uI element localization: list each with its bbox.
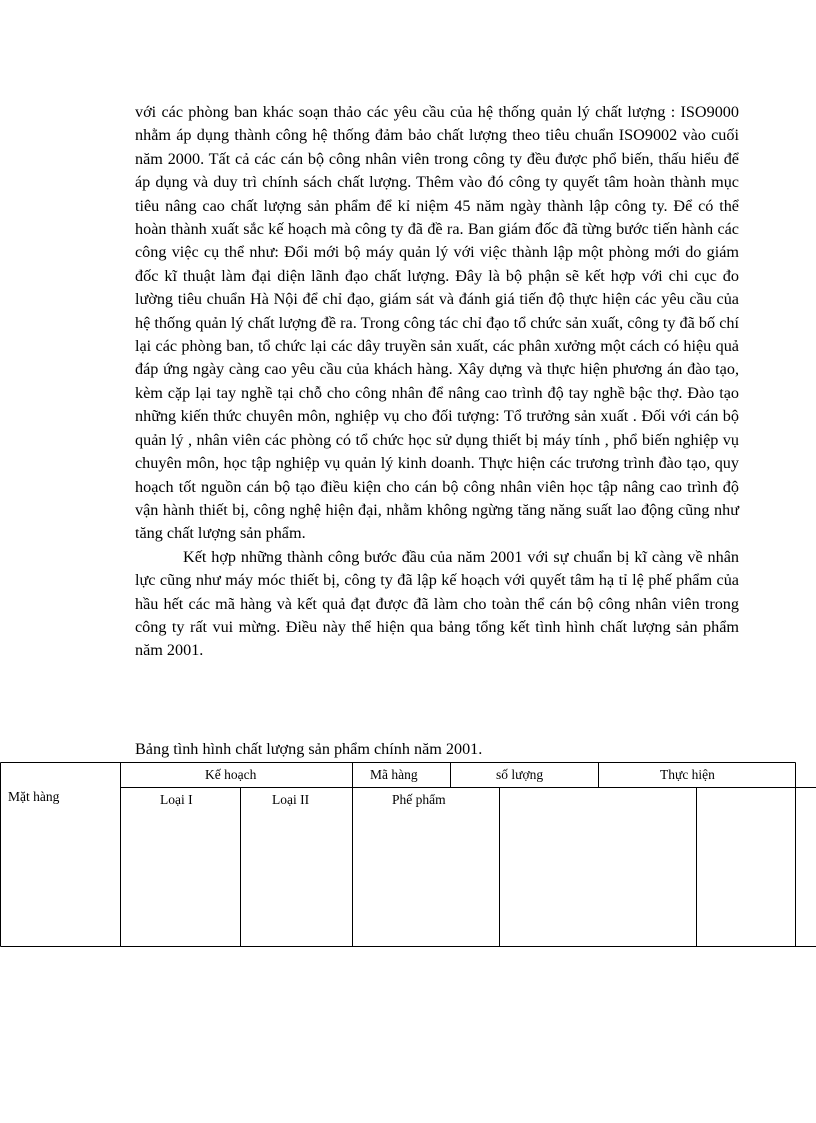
table-caption: Bảng tình hình chất lượng sản phẩm chính năm 2001. [135,740,483,758]
paragraph-1: với các phòng ban khác soạn thảo các yêu cầu của hệ thống quản lý chất lượng : ISO9000 nhằm áp dụng thành công hệ thống đảm bảo chất lượng theo tiêu chuẩn ISO9002 vào cuối năm 2000. Tất cả các cán bộ công nhân viên trong công ty đều được phổ biến, thấu hiểu để áp dụng và duy trì chính sách chất lượng. Thêm vào đó công ty quyết tâm hoàn thành mục tiêu nâng cao chất lượng sản phẩm để kỉ niệm 45 năm ngày thành lập công ty. Để có thể hoàn thành xuất sắc kế hoạch mà công ty đã đề ra. Ban giám đốc đã từng bước tiến hành các công việc cụ thể như: Đổi mới bộ máy quản lý với việc thành lập một phòng mới do giám đốc kĩ thuật làm đại diện lãnh đạo chất lượng. Đây là bộ phận sẽ kết hợp với chi cục đo lường tiêu chuẩn Hà Nội để chỉ đạo, giám sát và đánh giá tiến độ thực hiện các yêu cầu của hệ thống quản lý chất lượng đề ra. Trong công tác chỉ đạo tổ chức sản xuất, công ty đã bố chí lại các phòng ban, tổ chức lại các dây truyền sản xuất, các phân xưởng một cách có hiệu quả đáp ứng ngày càng cao yêu cầu của khách hàng. Xây dựng và thực hiện phương án đào tạo, kèm cặp lại tay nghề tại chỗ cho công nhân để nâng cao trình độ tay nghề bậc thợ. Đào tạo những kiến thức chuyên môn, nghiệp vụ cho đối tượng: Tổ trưởng sản xuất . Đối với cán bộ quản lý , nhân viên các phòng có tổ chức học sử dụng thiết bị máy tính , phổ biến nghiệp vụ chuyên môn, học tập nghiệp vụ quản lý kinh doanh. Thực hiện các trương trình đào tạo, quy hoạch tốt nguồn cán bộ tạo điều kiện cho cán bộ công nhân viên học tập nâng cao trình độ vận hành thiết bị, công nghệ hiện đại, nhằm không ngừng tăng năng suất lao động cũng như tăng chất lượng sản phẩm. [135,103,739,543]
cell-mat-hang: Mặt hàng [8,789,60,804]
cell-ma-hang: Mã hàng [370,767,418,782]
cell-phe-pham: Phế phẩm [392,792,446,807]
cell-so-luong: số lượng [496,767,544,782]
cell-ke-hoach: Kế hoạch [205,767,257,782]
cell-thuc-hien: Thực hiện [660,767,715,782]
paragraph-2: Kết hợp những thành công bước đầu của năm 2001 với sự chuẩn bị kĩ càng về nhân lực cũng như máy móc thiết bị, công ty đã lập kế hoạch với quyết tâm hạ tỉ lệ phế phẩm của hầu hết các mã hàng và kết quả đạt được đã làm cho toàn thể cán bộ công nhân viên trong công ty rất vui mừng. Điều này thể hiện qua bảng tổng kết tình hình chất lượng sản phẩm năm 2001. [135,547,739,660]
cell-loai-1: Loại I [160,792,193,807]
cell-loai-2: Loại II [272,792,310,807]
